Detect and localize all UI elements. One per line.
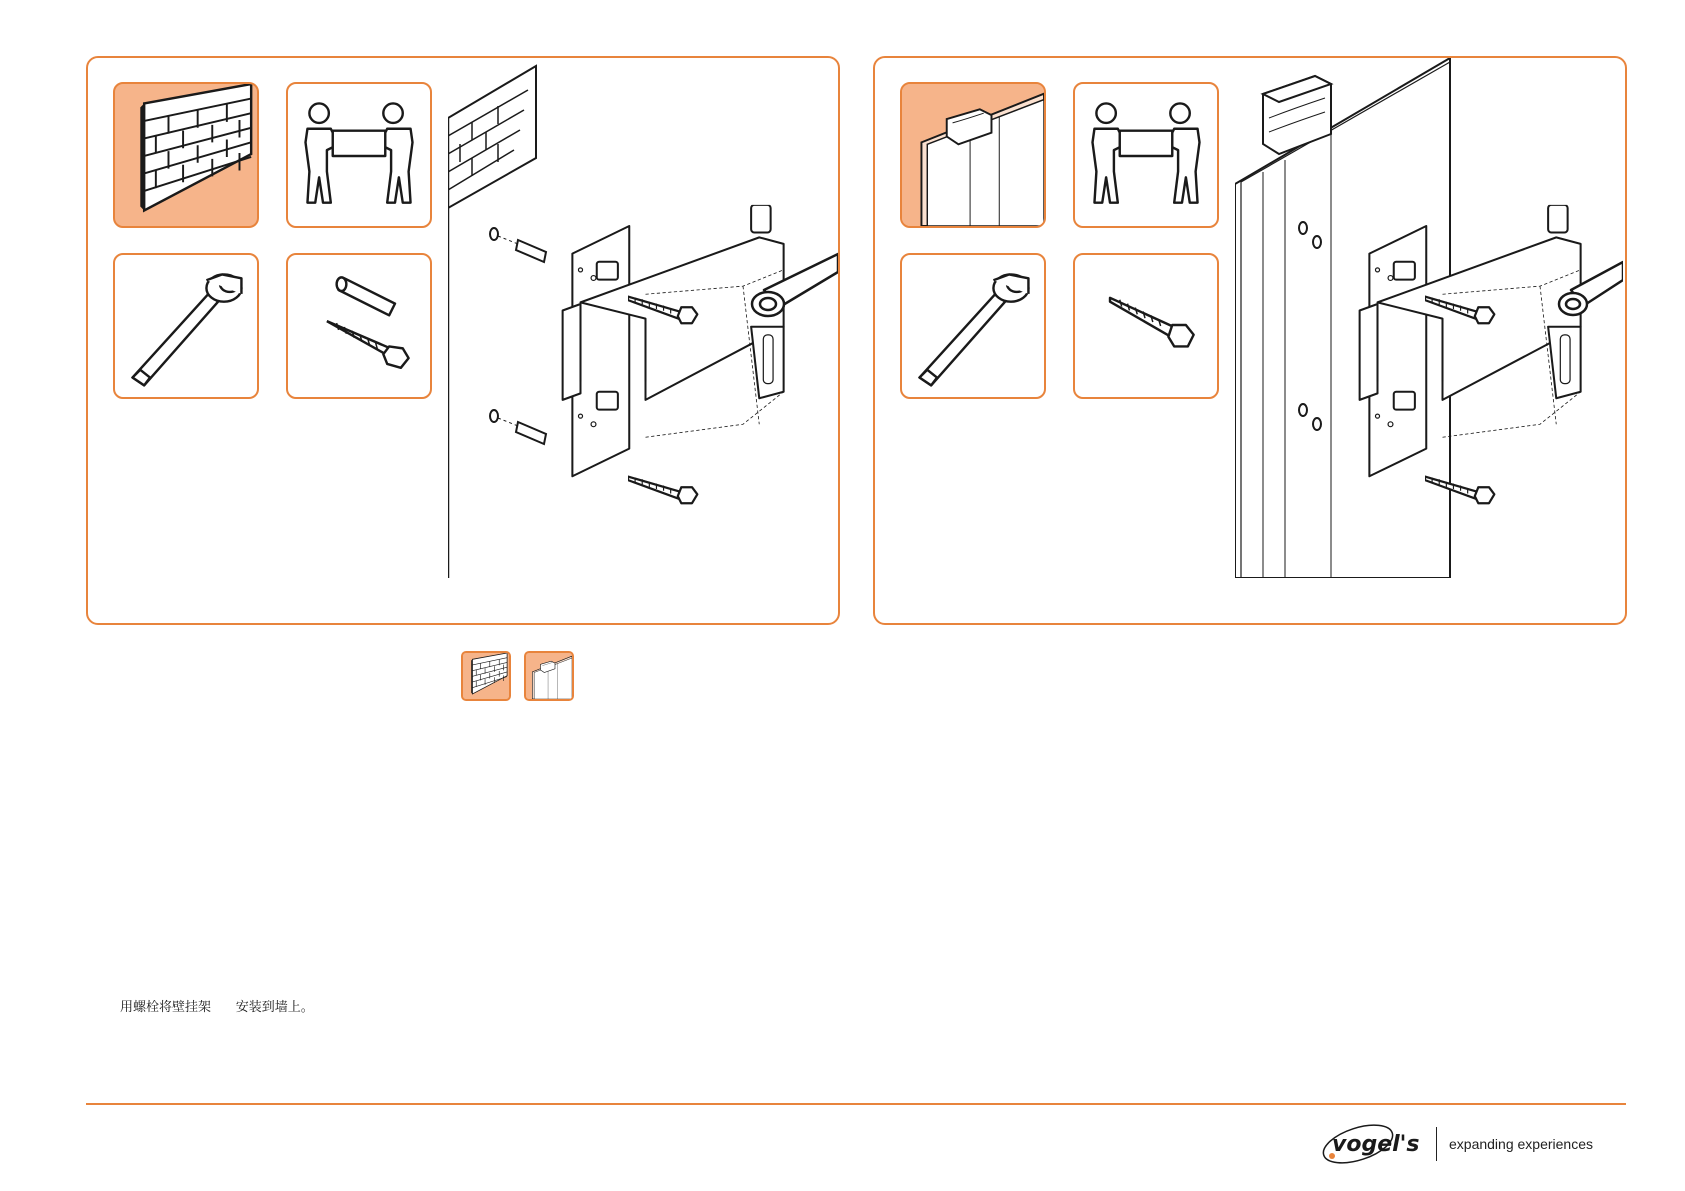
- wood-stud-wall-icon: [900, 82, 1046, 228]
- instruction-caption: 用螺栓将壁挂架 安装到墙上。: [120, 1000, 314, 1015]
- socket-wrench-icon: [113, 253, 259, 399]
- svg-text:vogel's: vogel's: [1332, 1132, 1420, 1157]
- bracket-mounting-illustration-wood: [1235, 58, 1623, 578]
- lag-screw-icon: [1073, 253, 1219, 399]
- logo-divider: [1436, 1127, 1437, 1161]
- wall-plug-and-screw-icon: [286, 253, 432, 399]
- step-panel-concrete-wall: [86, 56, 840, 625]
- vogels-logo: [1318, 1122, 1426, 1166]
- footer-divider: [86, 1103, 1626, 1105]
- socket-wrench-icon: [900, 253, 1046, 399]
- brand-tagline: expanding experiences: [1449, 1136, 1593, 1152]
- step-panel-wood-stud-wall: [873, 56, 1627, 625]
- brick-wall-icon: [461, 651, 511, 701]
- bracket-mounting-illustration-brick: [448, 58, 838, 578]
- wood-stud-wall-icon: [524, 651, 574, 701]
- brick-wall-icon: [113, 82, 259, 228]
- two-person-lift-icon: [1073, 82, 1219, 228]
- two-person-lift-icon: [286, 82, 432, 228]
